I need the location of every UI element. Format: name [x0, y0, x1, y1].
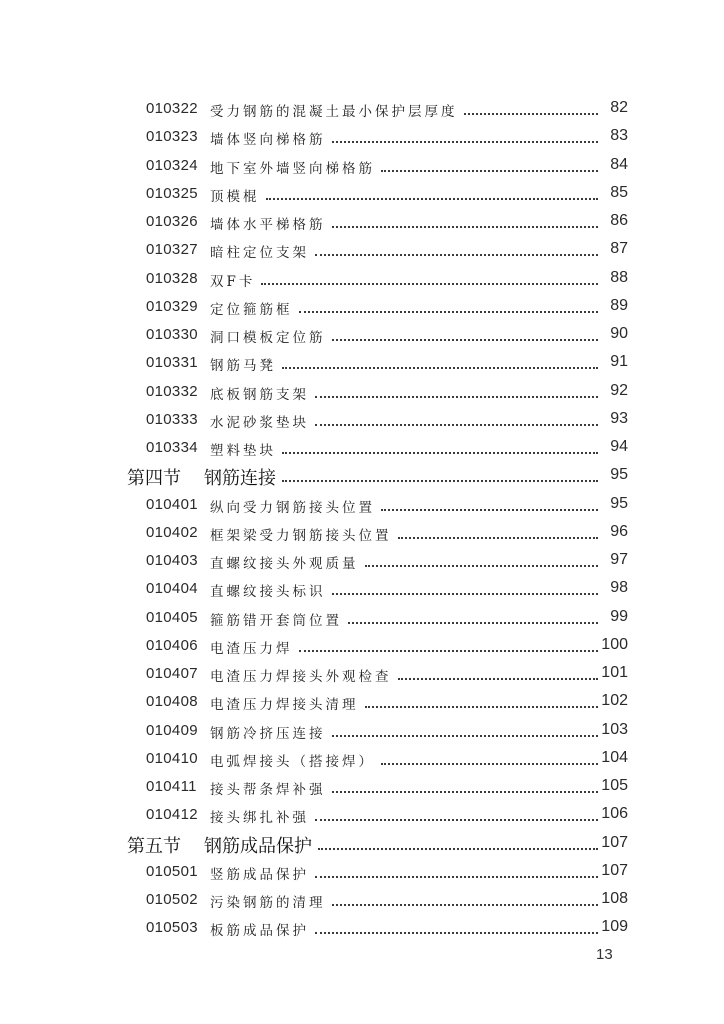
toc-entry: [0, 124, 724, 152]
toc-entry: [0, 350, 724, 378]
entry-page-number: 94: [610, 438, 628, 455]
entry-title: 暗柱定位支架: [210, 245, 309, 262]
entry-code: 010332: [146, 382, 198, 400]
entry-title: 地下室外墙竖向梯格筋: [210, 160, 375, 177]
entry-page-number: 96: [610, 522, 628, 540]
dot-leader: [315, 424, 598, 426]
entry-code: 010403: [146, 552, 198, 569]
entry-title: 受力钢筋的混凝土最小保护层厚度: [210, 104, 458, 120]
toc-entry: [0, 153, 724, 181]
entry-page-number: 93: [610, 409, 628, 427]
entry-title: 顶模棍: [210, 188, 260, 205]
toc-section-heading: [0, 463, 724, 491]
entry-page-number: 95: [610, 466, 628, 484]
entry-page-number: 86: [610, 212, 628, 229]
dot-leader: [332, 226, 598, 228]
entry-title: 墙体竖向梯格筋: [210, 132, 326, 149]
entry-title: 电渣压力焊: [210, 640, 293, 657]
entry-page-number: 101: [601, 664, 628, 681]
entry-code: 010409: [146, 721, 198, 739]
entry-title: 钢筋马凳: [210, 358, 276, 375]
entry-title: 洞口模板定位筋: [210, 330, 326, 346]
entry-page-number: 92: [610, 381, 628, 399]
entry-code: 010334: [146, 439, 198, 456]
toc-entry: [0, 266, 724, 294]
entry-code: 010404: [146, 580, 198, 598]
dot-leader: [282, 367, 598, 369]
toc-section-heading: [0, 831, 724, 859]
entry-title: 接头绑扎补强: [210, 810, 309, 827]
entry-code: 010406: [146, 636, 198, 654]
toc-entry: [0, 915, 724, 943]
entry-title: 钢筋冷挤压连接: [210, 725, 326, 742]
entry-code: 010324: [146, 156, 198, 174]
entry-code: 010325: [146, 184, 198, 202]
entry-code: 010411: [146, 778, 197, 795]
entry-code: 010402: [146, 523, 198, 541]
entry-page-number: 106: [601, 805, 628, 823]
entry-code: 010326: [146, 213, 198, 230]
entry-title: 污染钢筋的清理: [210, 895, 326, 911]
entry-code: 010410: [146, 749, 198, 767]
dot-leader: [332, 735, 598, 737]
entry-page-number: 95: [610, 494, 628, 512]
entry-code: 010328: [146, 269, 198, 287]
entry-code: 010333: [146, 410, 198, 428]
entry-page-number: 90: [610, 325, 628, 342]
dot-leader: [299, 650, 598, 652]
dot-leader: [332, 904, 598, 906]
toc-entry: [0, 746, 724, 774]
entry-title: 竖筋成品保护: [210, 866, 309, 883]
toc-entry: [0, 181, 724, 209]
entry-code: 010331: [146, 354, 198, 372]
toc-entry: [0, 407, 724, 435]
dot-leader: [398, 678, 598, 680]
toc-entry: [0, 633, 724, 661]
toc-entry: [0, 435, 724, 463]
toc-entry: [0, 718, 724, 746]
entry-code: 010322: [146, 100, 198, 117]
section-title: 钢筋成品保护: [204, 835, 312, 857]
toc-entry: [0, 576, 724, 604]
entry-page-number: 88: [610, 268, 628, 286]
entry-code: 010412: [146, 806, 198, 824]
entry-page-number: 84: [610, 155, 628, 173]
entry-page-number: 89: [610, 296, 628, 314]
dot-leader: [315, 876, 598, 878]
dot-leader: [381, 170, 598, 172]
entry-title: 直螺纹接头外观质量: [210, 556, 359, 572]
toc-entry: [0, 322, 724, 350]
entry-page-number: 107: [601, 833, 628, 851]
toc-entry: [0, 379, 724, 407]
dot-leader: [464, 113, 598, 115]
entry-code: 010327: [146, 241, 198, 259]
entry-page-number: 97: [610, 551, 628, 568]
dot-leader: [315, 396, 598, 398]
entry-title: 双F卡: [210, 273, 256, 290]
entry-title: 墙体水平梯格筋: [210, 217, 326, 233]
entry-page-number: 100: [601, 635, 628, 653]
dot-leader: [381, 509, 598, 511]
entry-code: 010501: [146, 862, 198, 880]
entry-page-number: 109: [601, 918, 628, 936]
entry-title: 箍筋错开套筒位置: [210, 612, 342, 629]
dot-leader: [315, 819, 598, 821]
toc-entry: [0, 294, 724, 322]
dot-leader: [365, 706, 598, 708]
toc-entry: [0, 492, 724, 520]
toc-entry: [0, 661, 724, 689]
toc-entry: [0, 96, 724, 124]
entry-page-number: 107: [601, 861, 628, 879]
dot-leader: [282, 452, 598, 454]
toc-entry: [0, 689, 724, 717]
toc-entry: [0, 605, 724, 633]
entry-page-number: 103: [601, 720, 628, 738]
dot-leader: [348, 622, 598, 624]
dot-leader: [332, 141, 598, 143]
entry-title: 底板钢筋支架: [210, 386, 309, 403]
entry-title: 电渣压力焊接头外观检查: [210, 669, 392, 685]
dot-leader: [261, 283, 598, 285]
entry-title: 框架梁受力钢筋接头位置: [210, 527, 392, 544]
entry-title: 定位箍筋框: [210, 301, 293, 318]
toc-entry: [0, 209, 724, 237]
entry-page-number: 85: [610, 183, 628, 201]
entry-code: 010330: [146, 326, 198, 343]
entry-code: 010407: [146, 665, 198, 682]
section-number: 第四节: [127, 468, 181, 490]
toc-entry: [0, 520, 724, 548]
entry-code: 010503: [146, 919, 198, 937]
entry-title: 塑料垫块: [210, 443, 276, 459]
entry-page-number: 105: [601, 777, 628, 794]
toc-entry: [0, 774, 724, 802]
dot-leader: [266, 198, 598, 200]
toc-entry: [0, 802, 724, 830]
entry-page-number: 99: [610, 607, 628, 625]
entry-page-number: 98: [610, 579, 628, 597]
dot-leader: [315, 254, 598, 256]
entry-code: 010502: [146, 891, 198, 908]
toc-entry: [0, 237, 724, 265]
dot-leader: [318, 848, 598, 850]
entry-page-number: 91: [610, 353, 628, 371]
toc-entry: [0, 887, 724, 915]
entry-page-number: 87: [610, 240, 628, 258]
section-number: 第五节: [127, 835, 181, 857]
toc-entry: [0, 859, 724, 887]
table-of-contents: [0, 96, 724, 944]
entry-page-number: 102: [601, 692, 628, 710]
entry-page-number: 108: [601, 890, 628, 907]
page-number: 13: [596, 946, 613, 963]
dot-leader: [332, 593, 598, 595]
dot-leader: [299, 311, 598, 313]
entry-code: 010323: [146, 128, 198, 146]
entry-title: 直螺纹接头标识: [210, 584, 326, 601]
entry-title: 纵向受力钢筋接头位置: [210, 499, 375, 516]
entry-code: 010329: [146, 297, 198, 315]
entry-title: 电弧焊接头（搭接焊）: [210, 753, 375, 770]
entry-title: 电渣压力焊接头清理: [210, 697, 359, 714]
entry-page-number: 82: [610, 99, 628, 116]
dot-leader: [381, 763, 598, 765]
entry-title: 水泥砂浆垫块: [210, 414, 309, 431]
toc-entry: [0, 548, 724, 576]
entry-title: 接头帮条焊补强: [210, 782, 326, 798]
dot-leader: [365, 565, 598, 567]
dot-leader: [332, 339, 598, 341]
entry-code: 010408: [146, 693, 198, 711]
entry-page-number: 83: [610, 127, 628, 145]
dot-leader: [282, 480, 598, 482]
entry-title: 板筋成品保护: [210, 923, 309, 940]
dot-leader: [315, 932, 598, 934]
entry-code: 010401: [146, 495, 198, 513]
dot-leader: [332, 791, 598, 793]
entry-page-number: 104: [601, 748, 628, 766]
entry-code: 010405: [146, 608, 198, 626]
section-title: 钢筋连接: [204, 468, 276, 490]
dot-leader: [398, 537, 598, 539]
